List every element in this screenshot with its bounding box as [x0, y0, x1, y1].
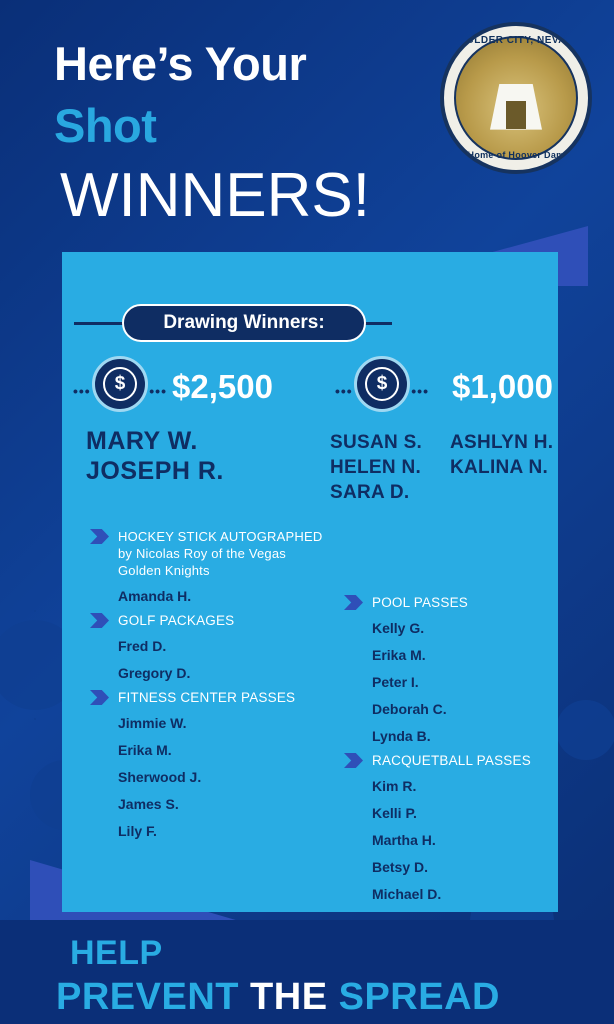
city-seal-icon — [440, 22, 592, 174]
arrow-right-icon — [90, 690, 109, 705]
coin-dots-right: ••• — [149, 383, 167, 399]
list-item: Erika M. — [118, 742, 172, 758]
dollar-symbol: $ — [365, 367, 399, 401]
list-item: Michael D. — [372, 886, 442, 902]
arrow-right-icon — [90, 613, 109, 628]
category-heading — [344, 752, 554, 769]
category-label: RACQUETBALL PASSES — [372, 753, 531, 768]
category-heading — [90, 612, 330, 629]
footer-line-1: HELP — [70, 934, 163, 972]
footer-spread: SPREAD — [338, 976, 500, 1018]
list-item: Betsy D. — [372, 859, 429, 875]
poster-footer — [0, 920, 614, 1024]
list-item: Lynda B. — [372, 728, 431, 744]
list-item: James S. — [118, 796, 179, 812]
prize-2-winners-col-a — [330, 430, 422, 505]
coin-dots-left: ••• — [73, 383, 91, 399]
list-item: Amanda H. — [118, 588, 192, 604]
prize-1-winners — [86, 426, 224, 486]
prize-amount-1: $2,500 — [172, 368, 273, 405]
winner-name: KALINA N. — [450, 457, 549, 478]
category-label: FITNESS CENTER PASSES — [118, 690, 296, 705]
category-label: HOCKEY STICK AUTOGRAPHED by Nicolas Roy of the Vegas Golden Knights — [118, 529, 323, 578]
seal-bottom-text: Home of Hoover Dam — [467, 150, 565, 160]
list-item: Kelly G. — [372, 620, 425, 636]
list-item: Lily F. — [118, 823, 157, 839]
list-item: Fred D. — [118, 638, 167, 654]
arrow-right-icon — [344, 753, 363, 768]
winner-name: SARA D. — [330, 482, 410, 503]
coin-dots-right: ••• — [411, 383, 429, 399]
prize-2-winners-col-b — [450, 430, 553, 480]
winner-name: ASHLYN H. — [450, 432, 554, 453]
headline-line-3: WINNERS! — [60, 161, 370, 230]
ribbon-tail-left — [74, 322, 126, 325]
arrow-right-icon — [90, 529, 109, 544]
category-label: GOLF PACKAGES — [118, 613, 235, 628]
virus-decoration-icon — [556, 700, 614, 760]
headline-line-2: Shot — [54, 99, 157, 152]
coin-dots-left: ••• — [335, 383, 353, 399]
prize-amount-2: $1,000 — [452, 368, 553, 405]
arrow-right-icon — [344, 595, 363, 610]
list-item: Kim R. — [372, 778, 417, 794]
prize-list-right-column — [344, 586, 554, 902]
list-item: Deborah C. — [372, 701, 447, 717]
list-item: Kelli P. — [372, 805, 417, 821]
footer-line-2 — [56, 976, 500, 1019]
footer-the: THE — [250, 976, 339, 1018]
headline-line-1: Here’s Your — [54, 37, 307, 90]
drawing-winners-banner — [122, 304, 366, 342]
dollar-symbol: $ — [103, 367, 137, 401]
winner-name: MARY W. — [86, 427, 198, 455]
winner-name: HELEN N. — [330, 457, 422, 478]
footer-prevent: PREVENT — [56, 976, 251, 1018]
prize-list-left-column — [90, 520, 330, 839]
category-heading — [344, 594, 554, 611]
dollar-coin-icon — [73, 356, 167, 412]
list-item: Peter I. — [372, 674, 419, 690]
winners-card — [62, 252, 558, 912]
dollar-coin-icon — [335, 356, 429, 412]
category-label: POOL PASSES — [372, 595, 468, 610]
list-item: Jimmie W. — [118, 715, 187, 731]
list-item: Martha H. — [372, 832, 436, 848]
winner-name: SUSAN S. — [330, 432, 423, 453]
list-item: Sherwood J. — [118, 769, 202, 785]
drawing-winners-label: Drawing Winners: — [163, 312, 325, 333]
list-item: Erika M. — [372, 647, 426, 663]
seal-top-text: BOULDER CITY, NEVADA — [450, 35, 582, 46]
category-heading — [90, 528, 330, 579]
winner-name: JOSEPH R. — [86, 457, 224, 485]
ribbon-tail-right — [362, 322, 392, 325]
category-heading — [90, 689, 330, 706]
hoover-dam-detail-icon — [506, 101, 526, 129]
list-item: Gregory D. — [118, 665, 191, 681]
